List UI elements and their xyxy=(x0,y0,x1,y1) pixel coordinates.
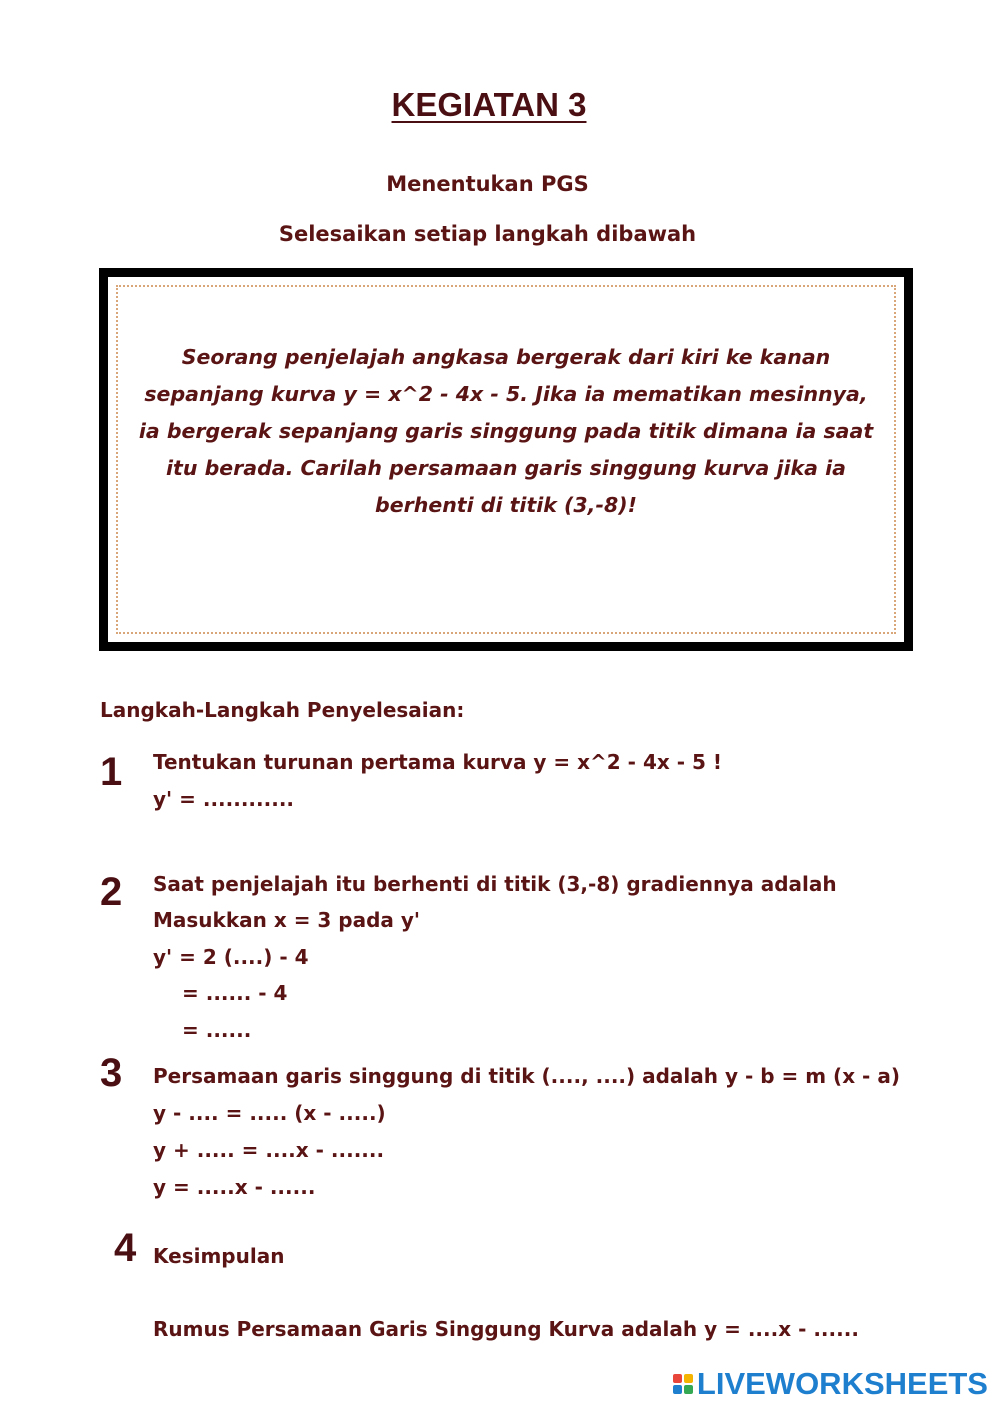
step-4-conclusion-line[interactable]: Rumus Persamaan Garis Singgung Kurva adalah y = ....x - ...... xyxy=(153,1317,859,1341)
step-1-instruction: Tentukan turunan pertama kurva y = x^2 - 4x - 5 ! xyxy=(153,750,722,774)
step-3-answer-line[interactable]: y = .....x - ...... xyxy=(153,1175,316,1199)
step-1-answer-line[interactable]: y' = ............ xyxy=(153,787,295,811)
problem-line: sepanjang kurva y = x^2 - 4x - 5. Jika ia mematikan mesinnya, xyxy=(144,382,868,406)
logo-tile xyxy=(673,1385,682,1394)
step-3-answer-line[interactable]: y - .... = ..... (x - .....) xyxy=(153,1101,386,1125)
step-2-answer-line[interactable]: y' = 2 (....) - 4 xyxy=(153,945,309,969)
problem-line: berhenti di titik (3,-8)! xyxy=(375,493,637,517)
logo-tile xyxy=(684,1385,693,1394)
problem-line: Seorang penjelajah angkasa bergerak dari kiri ke kanan xyxy=(181,345,831,369)
steps-heading: Langkah-Langkah Penyelesaian: xyxy=(100,698,465,722)
step-4-number: 4 xyxy=(114,1226,137,1270)
step-4-heading: Kesimpulan xyxy=(153,1244,285,1268)
step-2-answer-line[interactable]: = ...... xyxy=(182,1018,252,1042)
step-2-answer-line[interactable]: = ...... - 4 xyxy=(182,981,288,1005)
page-title: KEGIATAN 3 xyxy=(391,86,587,123)
step-3-instruction: Persamaan garis singgung di titik (...., ....) adalah y - b = m (x - a) xyxy=(153,1064,900,1088)
step-2-substitute-text: Masukkan x = 3 pada y' xyxy=(153,908,421,932)
problem-box xyxy=(99,268,913,651)
problem-line: itu berada. Carilah persamaan garis singgung kurva jika ia xyxy=(166,456,846,480)
activity-subtitle: Menentukan PGS xyxy=(386,172,589,196)
step-1-number: 1 xyxy=(100,750,123,794)
logo-tile xyxy=(684,1374,693,1383)
step-2-instruction: Saat penjelajah itu berhenti di titik (3,-8) gradiennya adalah xyxy=(153,872,837,896)
step-2-number: 2 xyxy=(100,870,123,914)
watermark-text: LIVEWORKSHEETS xyxy=(696,1366,988,1401)
problem-statement xyxy=(118,339,894,524)
liveworksheets-icon xyxy=(673,1374,693,1394)
step-3-number: 3 xyxy=(100,1051,123,1095)
logo-tile xyxy=(673,1374,682,1383)
step-3-answer-line[interactable]: y + ..... = ....x - ....... xyxy=(153,1138,385,1162)
liveworksheets-logo xyxy=(673,1366,988,1402)
problem-line: ia bergerak sepanjang garis singgung pada titik dimana ia saat xyxy=(138,419,874,443)
instruction-text: Selesaikan setiap langkah dibawah xyxy=(278,222,697,246)
